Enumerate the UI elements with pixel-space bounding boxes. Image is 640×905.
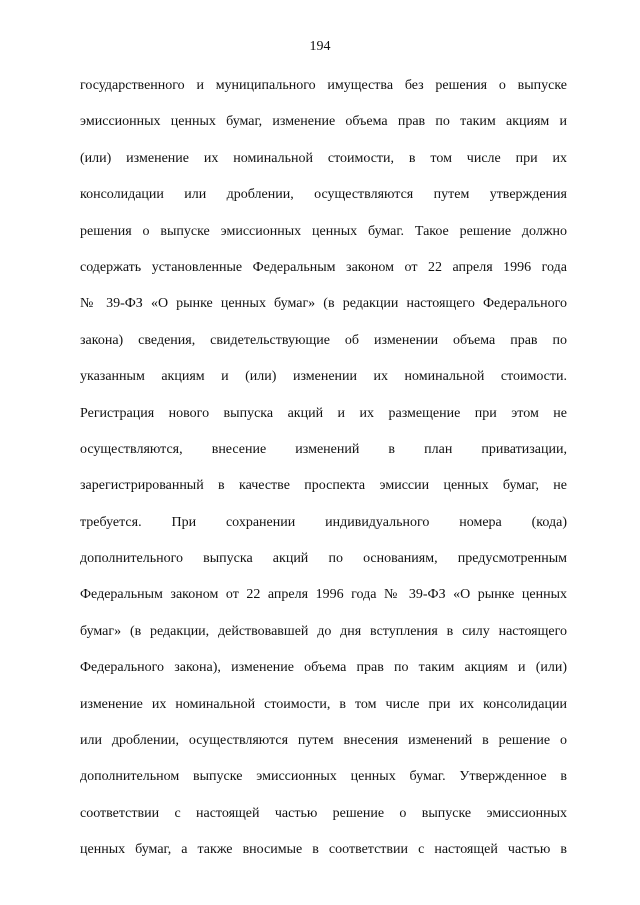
text-line-12: зарегистрированный в качестве проспекта эмиссии ценных бумаг, не [80, 478, 567, 494]
page-number: 194 [309, 39, 331, 54]
text-line-5: решения о выпуске эмиссионных ценных бумаг. Такое решение должно [80, 223, 567, 239]
text-line-15: Федеральным законом от 22 апреля 1996 года № 39-ФЗ «О рынке ценных [80, 587, 567, 603]
text-line-14: дополнительного выпуска акций по основаниям, предусмотренным [80, 551, 567, 567]
text-line-3: (или) изменение их номинальной стоимости, в том числе при их [80, 150, 567, 166]
text-line-2: эмиссионных ценных бумаг, изменение объема прав по таким акциям и [80, 114, 567, 130]
text-line-4: консолидации или дроблении, осуществляются путем утверждения [80, 187, 567, 203]
text-line-20: дополнительном выпуске эмиссионных ценных бумаг. Утвержденное в [80, 769, 567, 785]
text-line-6: содержать установленные Федеральным законом от 22 апреля 1996 года [80, 259, 567, 275]
text-line-16: бумаг» (в редакции, действовавшей до дня вступления в силу настоящего [80, 623, 567, 639]
text-line-7: № 39-ФЗ «О рынке ценных бумаг» (в редакции настоящего Федерального [80, 296, 567, 312]
text-line-9: указанным акциям и (или) изменении их номинальной стоимости. [80, 369, 567, 385]
text-line-8: закона) сведения, свидетельствующие об изменении объема прав по [80, 332, 567, 348]
text-line-22: ценных бумаг, а также вносимые в соответствии с настоящей частью в [80, 842, 567, 858]
text-line-11: осуществляются, внесение изменений в план приватизации, [80, 441, 567, 457]
text-line-1: государственного и муниципального имущества без решения о выпуске [80, 78, 567, 93]
text-line-19: или дроблении, осуществляются путем внесения изменений в решение о [80, 733, 567, 749]
text-line-21: соответствии с настоящей частью решение о выпуске эмиссионных [80, 805, 567, 821]
text-line-10: Регистрация нового выпуска акций и их размещение при этом не [80, 405, 567, 421]
text-line-18: изменение их номинальной стоимости, в том числе при их консолидации [80, 696, 567, 712]
body-text [80, 68, 567, 869]
text-line-13: требуется. При сохранении индивидуального номера (кода) [80, 514, 567, 530]
text-line-17: Федерального закона), изменение объема прав по таким акциям и (или) [80, 660, 567, 676]
